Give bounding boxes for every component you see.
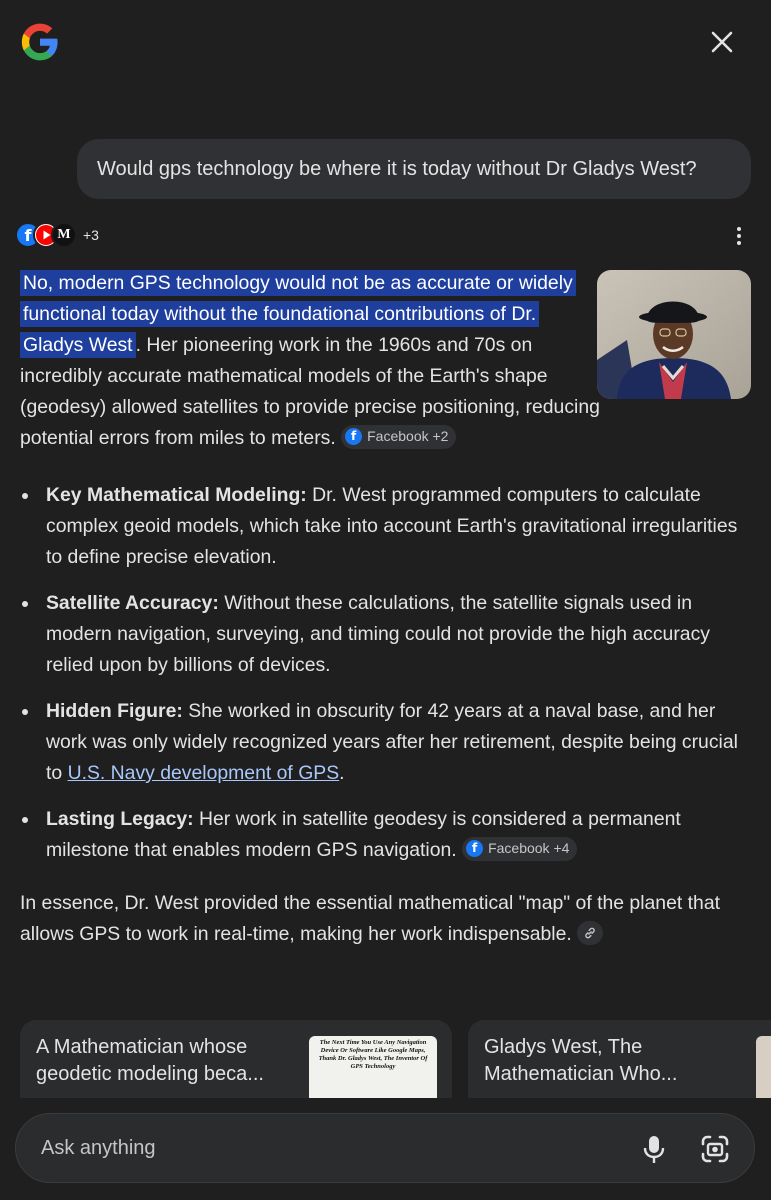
- top-bar: [0, 0, 771, 90]
- list-item: [20, 480, 750, 573]
- google-lens-icon[interactable]: [698, 1132, 732, 1166]
- source-card[interactable]: [20, 1020, 452, 1098]
- bullet-text: Her work in satellite geodesy is considered a permanent milestone that enables modern GPS navigation.: [46, 808, 681, 861]
- close-icon: [710, 30, 734, 54]
- thumbnail-text: The Next Time You Use Any Navigation Device Or Software Like Google Maps, Thank Dr. Gladys West, The Inventor Of GPS Technology: [318, 1039, 428, 1070]
- sources-more-count: +3: [83, 227, 99, 243]
- ai-answer: [20, 268, 750, 950]
- card-thumbnail: [309, 1036, 437, 1098]
- summary-text: In essence, Dr. West provided the essential mathematical "map" of the planet that allows GPS to work in real-time, making her work indispensable.: [20, 892, 720, 945]
- highlighted-answer: No, modern GPS technology would not be as accurate or widely functional today without the foundational contributions of Dr. Gladys West: [20, 270, 576, 358]
- answer-intro-text: . Her pioneering work in the 1960s and 70s on incredibly accurate mathematical models of the Earth's shape (geodesy) allowed satellites to provide precise positioning, reducing potential errors from miles to meters.: [20, 334, 600, 449]
- source-chip-facebook[interactable]: [341, 425, 456, 449]
- card-thumbnail: [756, 1036, 771, 1098]
- link-chip[interactable]: [577, 921, 603, 945]
- source-chip-facebook[interactable]: [462, 837, 577, 861]
- answer-bullet-list: [20, 480, 750, 866]
- bullet-text: Without these calculations, the satellite signals used in modern navigation, surveying, and timing could not provide the high accuracy relied upon by billions of devices.: [46, 592, 710, 676]
- facebook-icon: f: [466, 840, 483, 857]
- close-button[interactable]: [704, 24, 740, 60]
- ask-input[interactable]: [41, 1137, 601, 1160]
- answer-intro: [20, 268, 600, 454]
- facebook-icon: f: [15, 222, 41, 248]
- bullet-text: She worked in obscurity for 42 years at a naval base, and her work was only widely recognized years after her retirement, despite being crucial to: [46, 700, 738, 784]
- bullet-title: Lasting Legacy:: [46, 808, 194, 830]
- source-cards: [20, 1020, 771, 1098]
- bullet-title: Hidden Figure:: [46, 700, 183, 722]
- medium-icon: M: [51, 222, 77, 248]
- card-title: A Mathematician whose geodetic modeling beca...: [36, 1036, 264, 1085]
- user-query-bubble: [77, 139, 751, 199]
- bullet-text: Dr. West programmed computers to calculate complex geoid models, which take into account Earth's gravitational irregularities to define precise elevation.: [46, 484, 738, 568]
- facebook-icon: f: [345, 428, 362, 445]
- bullet-title: Key Mathematical Modeling:: [46, 484, 307, 506]
- navy-gps-link[interactable]: U.S. Navy development of GPS: [67, 762, 340, 784]
- source-chip-label: Facebook +2: [367, 428, 449, 445]
- answer-summary: [20, 888, 750, 950]
- bullet-title: Satellite Accuracy:: [46, 592, 219, 614]
- microphone-icon[interactable]: [638, 1132, 670, 1166]
- source-card[interactable]: [468, 1020, 771, 1098]
- list-item: [20, 804, 750, 866]
- ask-bar: [15, 1113, 755, 1183]
- more-options-icon[interactable]: [728, 222, 750, 250]
- sources-row[interactable]: [15, 221, 99, 249]
- user-query-text: Would gps technology be where it is today without Dr Gladys West?: [97, 157, 697, 180]
- list-item: [20, 588, 750, 681]
- bullet-text-after: .: [339, 762, 345, 784]
- list-item: [20, 696, 750, 789]
- source-chip-label: Facebook +4: [488, 840, 570, 857]
- google-g-icon: [18, 22, 62, 62]
- link-icon: [583, 926, 597, 940]
- card-title: Gladys West, The Mathematician Who...: [484, 1036, 678, 1085]
